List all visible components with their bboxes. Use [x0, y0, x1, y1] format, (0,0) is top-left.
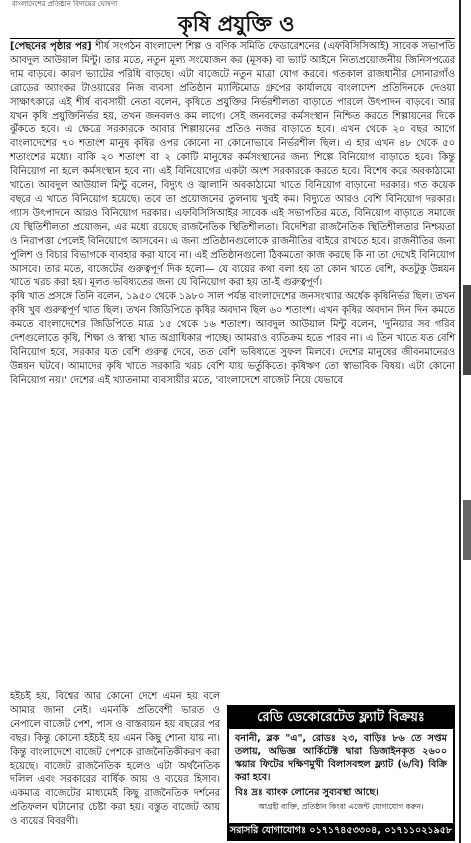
article-paragraph-2: কৃষি খাত প্রসঙ্গে তিনি বলেন, ১৯৫০ থেকে ১৯৮০ সাল পর্যন্ত বাংলাদেশের জনসংখ্যার অর্ধেক কৃষিনির্ভর ছিল। তখন কৃষি খুব গুরুত্বপূর্ণ খাত ছিল। তখন জিডিপিতে কৃষির অবদান ছিল ৬০ শতাংশ। এখন কৃষির অবদান দিন দিন কমতে কমতে বাংলাদেশের জিডিপিতে মাত্র ১৫ থেকে ১৬ শতাংশ। আবদুল আউয়াল মিন্টু বলেন, 'দুনিয়ার সব গরিব দেশগুলোতে কৃষি, শিক্ষা ও স্বাস্থ্য খাত অগ্রাধিকার পাচ্ছে। আমরাও ব্যতিক্রম হতে পারব না। এ তিন খাতে যত বেশি বিনিয়োগ হবে, সরকার যত বেশি গুরুত্ব দেবে, তত বেশি ভবিষ্যতে সুফল মিলবে। দেশের মানুষের জীবনমানেরও উন্নয়ন ঘটবে। আমাদের কৃষি খাতে সরকারি খরচ বেশি যায় ভর্তুকিতে। কৃষিঋণ তো স্বাভাবিক বিষয়। এটা কোনো বিনিয়োগ নয়।' দেশের এই খ্যাতনামা ব্যবসায়ীর মতে, 'বাংলাদেশে বাজেট নিয়ে যেভাবে: [10, 291, 455, 386]
flat-sale-advertisement: [227, 705, 455, 841]
adjacent-page-strip-2: [463, 500, 471, 560]
article-paragraph-1: [10, 40, 455, 290]
ad-subtext: আগ্রহী ব্যক্তি, প্রতিষ্ঠান কিংবা এজেন্ট যোগাযোগ করুন।: [258, 802, 424, 811]
ad-note: বিঃ দ্রঃ ব্যাংক লোনের সুব্যবস্থা আছে।: [235, 787, 379, 798]
article-paragraph-1-text: শীর্ষ সংগঠন বাংলাদেশ শিল্প ও বণিক সমিতি ফেডারেশনের (এফবিসিসিআই) সাবেক সভাপতি আবদুল আউয়াল মিন্টু। তার মতে, নতুন মূল্য সংযোজন কর (মূসক) বা ভ্যাট আইনে নিত্যপ্রয়োজনীয় জিনিসপত্রের দাম বাড়বে। কারণ ভ্যাটের পরিধি বাড়ছে। এটা বাজেটে নতুন মাত্রা যোগ করবে। গতকাল রাজধানীর সোনারগাঁও রোডের অ্যাংকর টাওয়ারের নিজ ব্যবসা প্রতিষ্ঠান ম্যাল্টিমোড গ্রুপের কার্যালয়ে বাংলাদেশ প্রতিদিনকে দেওয়া সাক্ষাৎকারে এই শীর্ষ ব্যবসায়ী নেতা বলেন, কৃষিতে প্রযুক্তির নির্ভরশীলতা বাড়াতে পারলে উৎপাদন বাড়বে। আর যখন কৃষি প্রযুক্তিনির্ভর হয়, তখন জনবলও কম লাগে। সেই জনবলের কর্মসংস্থান নিশ্চিত করতে শিল্পায়নের দিকে ঝুঁকতে হবে। এ ক্ষেত্রে সরকারকে আবার শিল্পায়নের প্রতিও নজর বাড়াতে হবে। এখন থেকে ২০ বছর আগে বাংলাদেশের ৭০ শতাংশ মানুষ কৃষির ওপর কোনো না কোনোভাবে নির্ভরশীল ছিল। এ হার এখন ৪৮ থেকে ৫০ শতাংশের মধ্যে। বাকি ২০ শতাংশ বা ২ কোটি মানুষের কর্মসংস্থানের জন্য শিল্পে বিনিয়োগ বাড়াতে হবে। কিন্তু বিনিয়োগ না হলে কর্মসংস্থান হবে না। এই বিনিয়োগের একটা অংশ সরকারকে করতে হবে। বিশেষ করে অবকাঠামো খাতে। আবদুল আউয়াল মিন্টু বলেন, বিদ্যুৎ ও জ্বালানি অবকাঠামো খাতে বিনিয়োগ বাড়ানো দরকার। গত কয়েক বছরে এ খাতে বিনিয়োগ হয়েছে। তবে তা প্রয়োজনের তুলনায় খুবই কম। বিদ্যুতে আরও বেশি বিনিয়োগ দরকার। গ্যাস উৎপাদনে আরও বিনিয়োগ দরকার। এফবিসিসিআইর সাবেক এই সভাপতির মতে, বিনিয়োগ বাড়াতে সমাজে যে স্থিতিশীলতা প্রয়োজন, এর মধ্যে রয়েছে রাজনৈতিক স্থিতিশীলতা। বিদেশিরা রাজনৈতিক স্থিতিশীলতার নিশ্চয়তা ও নিরাপত্তা পেলেই বিনিয়োগে আসবেন। এ জন্য প্রতিষ্ঠানগুলোকে রাজনীতির বাইরে রাখতে হবে। রাজনীতির জন্য পুলিশ ও বিচার বিভাগকে ব্যবহার করা যাবে না। এই প্রতিষ্ঠানগুলো ঠিকমতো কাজ করছে কি না তা দেখেই বিনিয়োগ আসবে। তার মতে, বাজেটের গুরুত্বপূর্ণ দিক হলো— যে ব্যয়ের কথা বলা হয় তা কোন খাতে বেশি, কতটুকু উন্নয়ন খাতে খরচ করা হয়। মূলত ভবিষ্যতের জন্য যে বিনিয়োগ করা হয় তা-ই গুরুত্বপূর্ণ।: [10, 41, 456, 289]
heading-divider: [10, 38, 455, 39]
continuation-lead: [পেছনের পৃষ্ঠার পর]: [10, 41, 92, 52]
ad-description: বনানী, ব্লক "এ", রোডঃ ২৩, বাড়িঃ ৮৬ তে সপ্তম তলায়, অভিজ্ঞ আর্কিটেক্ট দ্বারা ডিজাইনকৃত ২৬০০ স্কয়ার ফিটের দক্ষিণমুখী বিলাসবহুল ফ্ল্যাট (৬/বি) বিক্রি করা হবে।: [235, 733, 447, 783]
ad-title: রেডি ডেকোরেটেড ফ্ল্যাট বিক্রয়ঃ: [229, 707, 453, 729]
article-lower-column: হইচই হয়, বিশ্বের আর কোনো দেশে এমন হয় বলে আমার জানা নেই। এমনকি প্রতিবেশী ভারত ও নেপালে বাজেট পেশ, পাস ও বাস্তবায়ন হয় বছরের পর বছর। কিন্তু কোনো হইচই হয় এমন কিছু শোনা যায় না। কিন্তু বাংলাদেশে বাজেট পেশকে রাজনৈতিকীকরণ করা হয়েছে। বাজেট রাজনৈতিক হলেও এটা অর্থনৈতিক দলিল এবং সরকারের বার্ষিক আয় ও ব্যয়ের হিসাব। একমাত্র বাজেটের মাধ্যমেই কিছু রাজনৈতিক দর্শনের প্রতিফলন ঘটানোর চেষ্টা করা হয়। বস্তুত বাজেট আয় ও ব্যয়ের বিবরণী।: [10, 691, 220, 828]
column-divider: [459, 0, 461, 843]
article-heading: কৃষি প্রযুক্তি ও: [178, 12, 295, 36]
adjacent-page-strip: [463, 285, 471, 375]
previous-article-fragment: বাংলাদেশের প্রতিষ্ঠান বিদায়ের ঘোষণা: [12, 0, 118, 8]
ad-contact: সরাসরি যোগাযোগঃ ০১৭১৭৪৫৩৩০৪, ০১৭১১০২১৯৫৮: [229, 823, 453, 839]
article-body: [10, 40, 455, 388]
